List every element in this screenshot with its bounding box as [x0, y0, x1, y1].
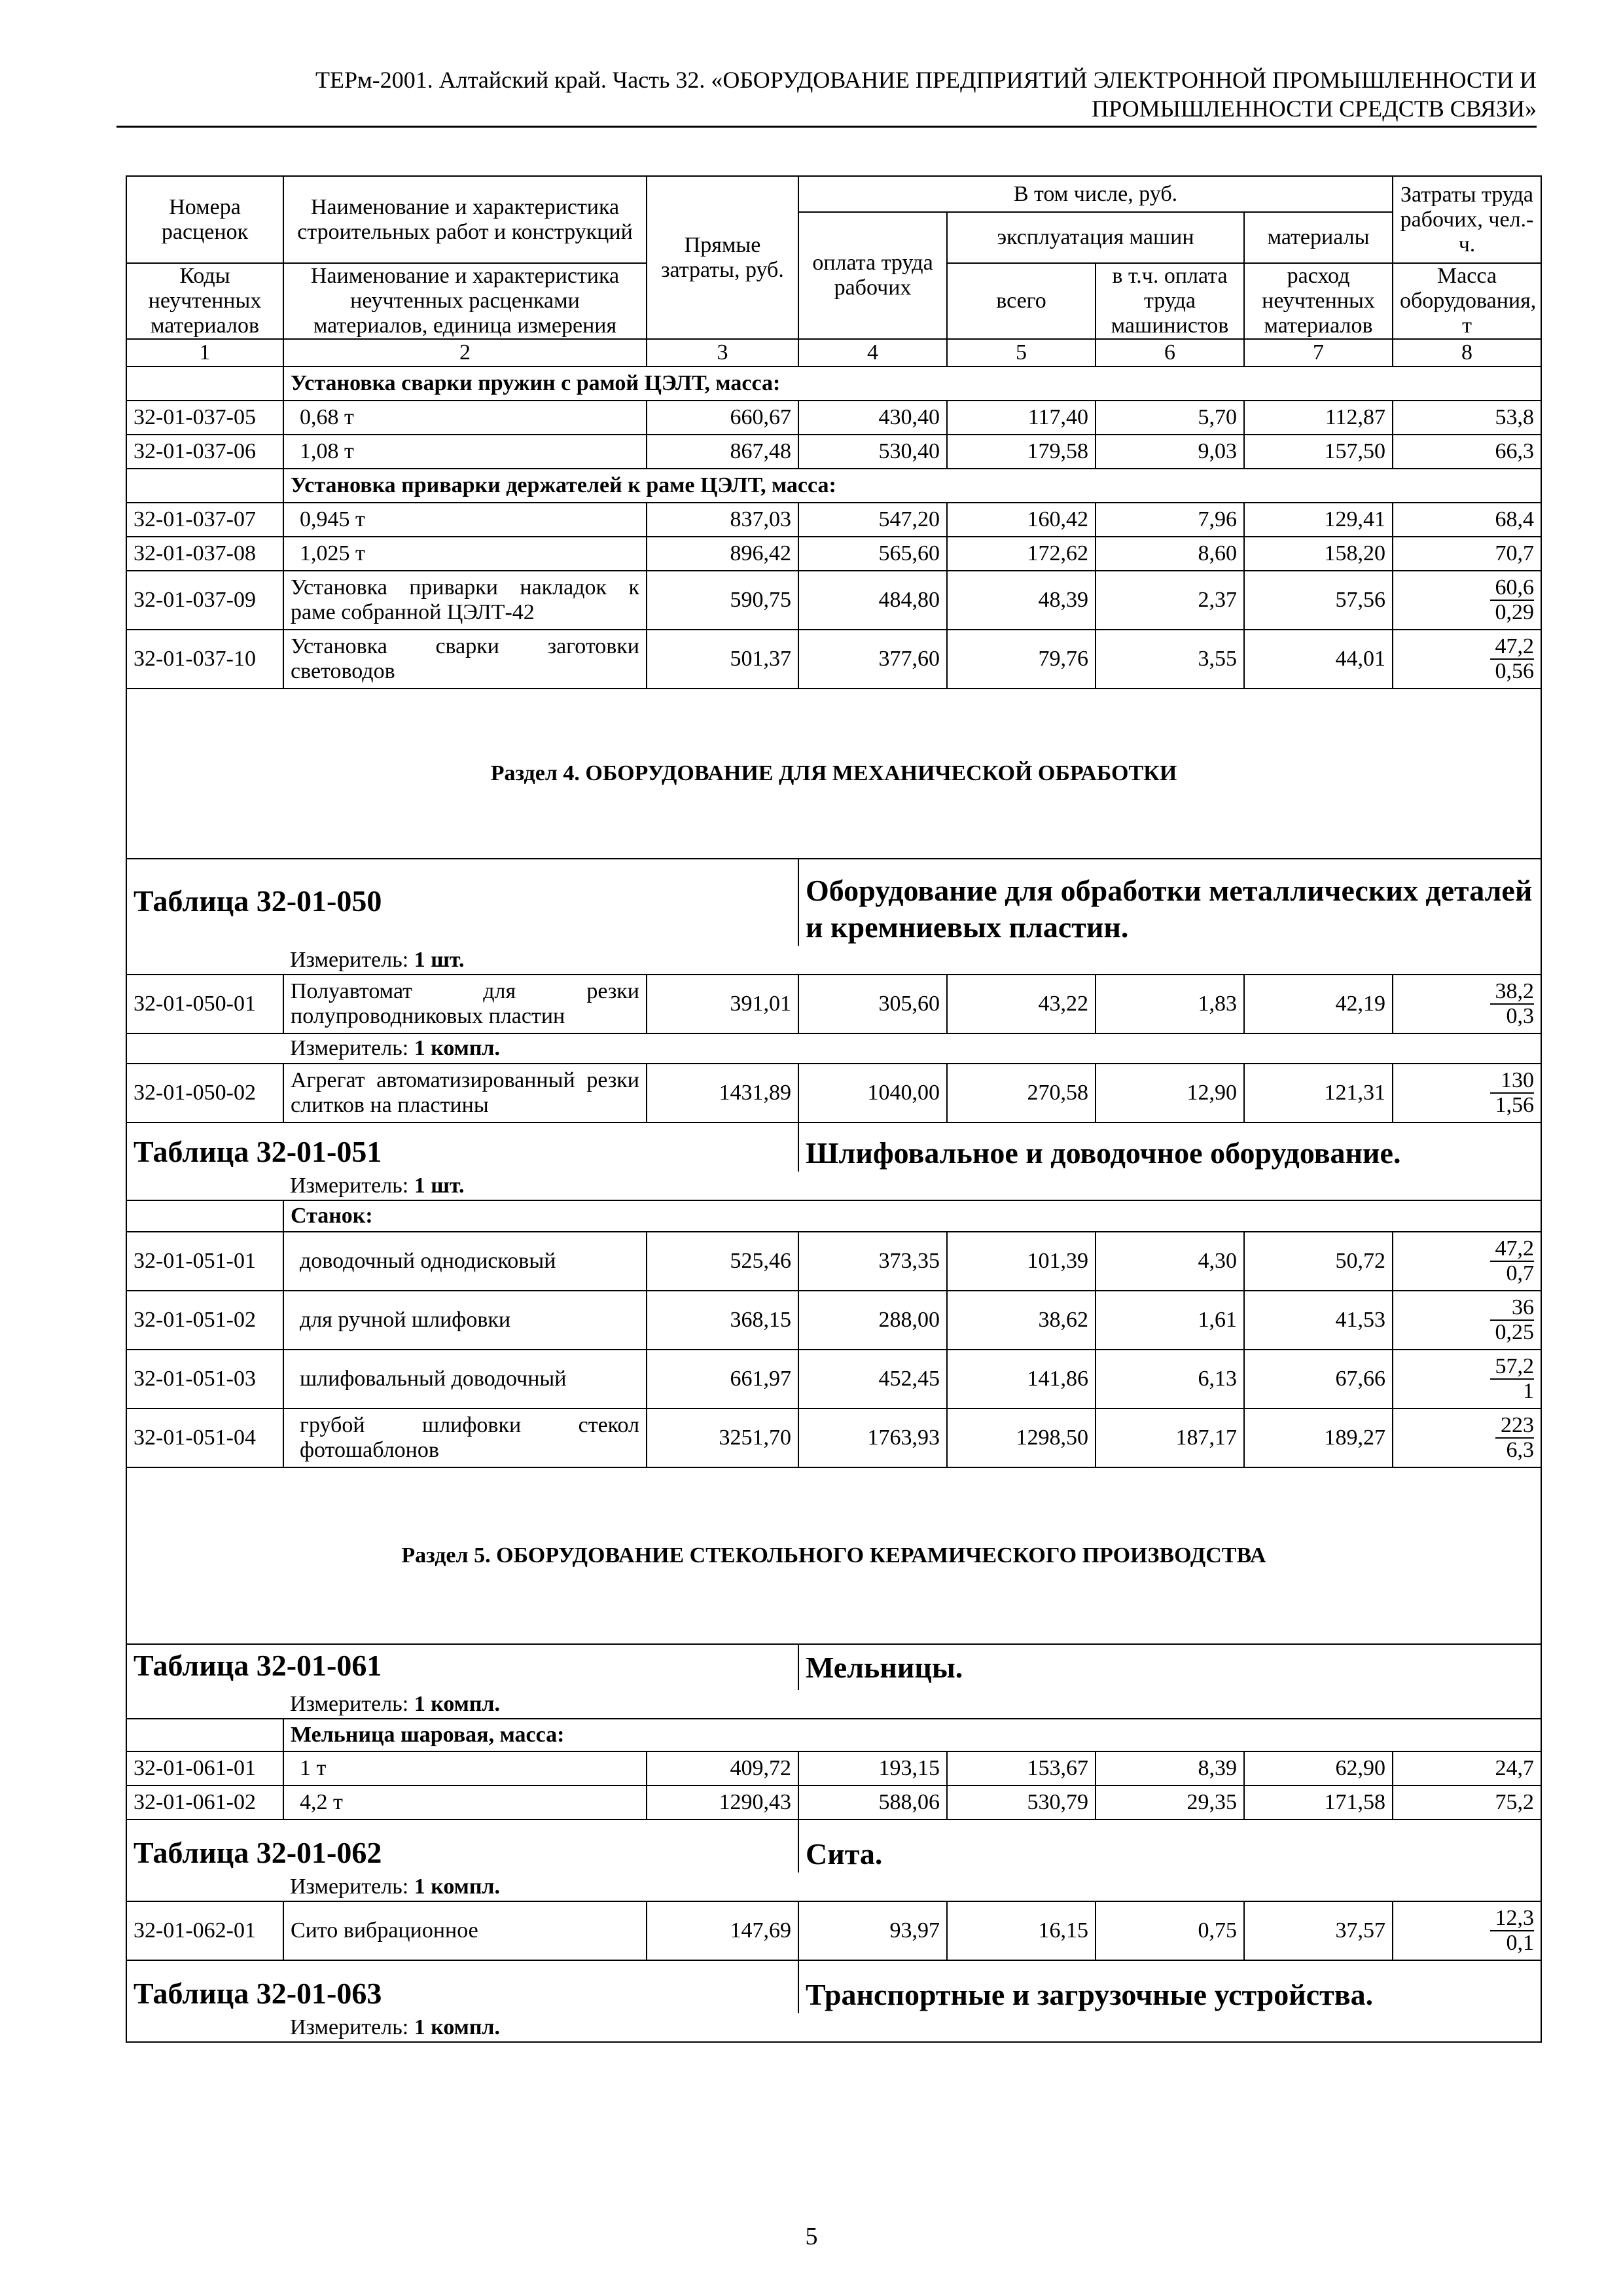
- equipment-mass: 0,7: [1506, 1261, 1534, 1285]
- labor-cost: 305,60: [798, 975, 947, 1033]
- labor-hours: 70,7: [1393, 537, 1541, 571]
- labor-hours: 66,3: [1393, 435, 1541, 469]
- labor-cost: 1040,00: [798, 1064, 947, 1122]
- measure-row: [126, 1690, 1541, 1719]
- subheading-row: [126, 1719, 1541, 1751]
- direct-cost: 409,72: [647, 1751, 798, 1785]
- hours-mass-cell: [1393, 1291, 1541, 1350]
- measure-unit: Измеритель: 1 шт.: [283, 946, 1541, 975]
- labor-cost: 530,40: [798, 435, 947, 469]
- measure-unit: Измеритель: 1 компл.: [283, 1690, 1541, 1719]
- table-row: [126, 401, 1541, 435]
- table-row: [126, 1232, 1541, 1291]
- machine-cost: 101,39: [947, 1232, 1096, 1291]
- section-title: Раздел 5. ОБОРУДОВАНИЕ СТЕКОЛЬНОГО КЕРАМИЧЕСКОГО ПРОИЗВОДСТВА: [126, 1467, 1541, 1644]
- table-row: [126, 537, 1541, 571]
- rate-code: 32-01-037-05: [126, 401, 283, 435]
- labor-hours: 53,8: [1393, 401, 1541, 435]
- price-table: [126, 175, 1542, 2043]
- running-header-line2: ПРОМЫШЛЕННОСТИ СРЕДСТВ СВЯЗИ»: [1092, 96, 1537, 122]
- subheading: Мельница шаровая, масса:: [283, 1719, 1541, 1751]
- labor-cost: 565,60: [798, 537, 947, 571]
- hours-mass-cell: [1393, 630, 1541, 689]
- equipment-mass: 0,1: [1506, 1930, 1534, 1955]
- equipment-mass: 0,29: [1495, 600, 1534, 624]
- head-labor-hours: Затраты труда рабочих, чел.-ч.: [1393, 176, 1541, 263]
- table-description: Транспортные и загрузочные устройства.: [806, 1978, 1374, 2011]
- head-including: В том числе, руб.: [798, 176, 1393, 212]
- hours-mass-cell: [1393, 1901, 1541, 1960]
- material-cost: 129,41: [1244, 503, 1393, 537]
- machinist-cost: 5,70: [1096, 401, 1244, 435]
- direct-cost: 368,15: [647, 1291, 798, 1350]
- rate-name: Установка сварки заготовки световодов: [283, 630, 647, 689]
- measure-unit: Измеритель: 1 компл.: [283, 1033, 1541, 1064]
- measure-unit: Измеритель: 1 шт.: [283, 1172, 1541, 1200]
- head-labor: оплата труда рабочих: [798, 212, 947, 339]
- head-machines: эксплуатация машин: [947, 212, 1244, 263]
- equipment-mass: 0,56: [1495, 658, 1534, 683]
- material-cost: 57,56: [1244, 571, 1393, 630]
- rate-name: 1 т: [283, 1751, 647, 1785]
- machine-cost: 79,76: [947, 630, 1096, 689]
- table-number: Таблица 32-01-061: [134, 1649, 382, 1682]
- hours-mass-cell: [1393, 571, 1541, 630]
- labor-cost: 288,00: [798, 1291, 947, 1350]
- column-number: 4: [798, 339, 947, 367]
- material-cost: 171,58: [1244, 1785, 1393, 1820]
- table-description: Мельницы.: [806, 1650, 963, 1684]
- table-row: [126, 503, 1541, 537]
- table-row: [126, 1408, 1541, 1467]
- column-number: 5: [947, 339, 1096, 367]
- equipment-mass: 0,3: [1506, 1003, 1534, 1028]
- labor-cost: 373,35: [798, 1232, 947, 1291]
- subheading: Установка приварки держателей к раме ЦЭЛТ, масса:: [283, 469, 1541, 503]
- machinist-cost: 6,13: [1096, 1350, 1244, 1408]
- table-title-row: [126, 1122, 1541, 1172]
- table-row: [126, 1751, 1541, 1785]
- direct-cost: 661,97: [647, 1350, 798, 1408]
- material-cost: 157,50: [1244, 435, 1393, 469]
- head-mass: Масса оборудования, т: [1393, 263, 1541, 339]
- labor-hours: 60,6: [1490, 576, 1535, 601]
- rate-code: 32-01-051-04: [126, 1408, 283, 1467]
- head-mach-labor: в т.ч. оплата труда машинистов: [1096, 263, 1244, 339]
- subheading-row: [126, 469, 1541, 503]
- machine-cost: 179,58: [947, 435, 1096, 469]
- table-number: Таблица 32-01-051: [134, 1134, 382, 1168]
- head-mach-total: всего: [947, 263, 1096, 339]
- machine-cost: 270,58: [947, 1064, 1096, 1122]
- running-header: [116, 65, 1537, 123]
- table-row: [126, 571, 1541, 630]
- price-table-frame: [126, 175, 1537, 2043]
- labor-hours: 68,4: [1393, 503, 1541, 537]
- table-row: [126, 975, 1541, 1033]
- head-material-codes: Коды неучтенных материалов: [126, 263, 283, 339]
- labor-hours: 47,2: [1490, 1237, 1535, 1262]
- page-number: 5: [805, 2223, 818, 2250]
- machine-cost: 160,42: [947, 503, 1096, 537]
- table-row: [126, 1785, 1541, 1820]
- labor-cost: 193,15: [798, 1751, 947, 1785]
- machinist-cost: 1,61: [1096, 1291, 1244, 1350]
- rate-name: Установка приварки накладок к раме собранной ЦЭЛТ-42: [283, 571, 647, 630]
- table-description: Сита.: [806, 1837, 883, 1871]
- direct-cost: 391,01: [647, 975, 798, 1033]
- machinist-cost: 12,90: [1096, 1064, 1244, 1122]
- labor-hours: 57,2: [1490, 1355, 1535, 1380]
- column-number-row: [126, 339, 1541, 367]
- rate-code: 32-01-062-01: [126, 1901, 283, 1960]
- hours-mass-cell: [1393, 975, 1541, 1033]
- direct-cost: 1290,43: [647, 1785, 798, 1820]
- direct-cost: 867,48: [647, 435, 798, 469]
- direct-cost: 147,69: [647, 1901, 798, 1960]
- subheading-row: [126, 1200, 1541, 1232]
- machinist-cost: 1,83: [1096, 975, 1244, 1033]
- rate-code: 32-01-037-10: [126, 630, 283, 689]
- direct-cost: 1431,89: [647, 1064, 798, 1122]
- machinist-cost: 0,75: [1096, 1901, 1244, 1960]
- machine-cost: 48,39: [947, 571, 1096, 630]
- rate-code: 32-01-050-01: [126, 975, 283, 1033]
- table-row: [126, 435, 1541, 469]
- subheading-row: [126, 367, 1541, 401]
- header-divider: [116, 126, 1537, 128]
- material-cost: 42,19: [1244, 975, 1393, 1033]
- material-cost: 67,66: [1244, 1350, 1393, 1408]
- labor-cost: 547,20: [798, 503, 947, 537]
- labor-hours: 130: [1490, 1069, 1535, 1094]
- table-row: [126, 630, 1541, 689]
- rate-name: грубой шлифовки стекол фотошаблонов: [283, 1408, 647, 1467]
- machinist-cost: 8,60: [1096, 537, 1244, 571]
- column-number: 1: [126, 339, 283, 367]
- table-row: [126, 1350, 1541, 1408]
- material-cost: 50,72: [1244, 1232, 1393, 1291]
- section-heading-row: [126, 1467, 1541, 1644]
- rate-name: 0,945 т: [283, 503, 647, 537]
- labor-cost: 430,40: [798, 401, 947, 435]
- labor-cost: 588,06: [798, 1785, 947, 1820]
- equipment-mass: 1: [1523, 1378, 1534, 1403]
- rate-name: для ручной шлифовки: [283, 1291, 647, 1350]
- table-description: Оборудование для обработки металлических деталей: [806, 874, 1533, 907]
- column-number: 3: [647, 339, 798, 367]
- labor-hours: 47,2: [1490, 635, 1535, 660]
- machinist-cost: 2,37: [1096, 571, 1244, 630]
- labor-hours: 12,3: [1490, 1907, 1535, 1931]
- direct-cost: 896,42: [647, 537, 798, 571]
- table-row: [126, 1901, 1541, 1960]
- labor-hours: 75,2: [1393, 1785, 1541, 1820]
- head-material-names: Наименование и характеристика неучтенных расценками материалов, единица измерения: [283, 263, 647, 339]
- measure-row: [126, 2013, 1541, 2042]
- column-number: 8: [1393, 339, 1541, 367]
- hours-mass-cell: [1393, 1350, 1541, 1408]
- rate-name: Полуавтомат для резки полупроводниковых пластин: [283, 975, 647, 1033]
- equipment-mass: 0,25: [1495, 1319, 1534, 1344]
- material-cost: 62,90: [1244, 1751, 1393, 1785]
- rate-code: 32-01-061-01: [126, 1751, 283, 1785]
- machine-cost: 38,62: [947, 1291, 1096, 1350]
- measure-row: [126, 946, 1541, 975]
- labor-cost: 377,60: [798, 630, 947, 689]
- equipment-mass: 1,56: [1495, 1092, 1534, 1117]
- material-cost: 189,27: [1244, 1408, 1393, 1467]
- labor-hours: 223: [1495, 1414, 1534, 1439]
- column-number: 2: [283, 339, 647, 367]
- machinist-cost: 4,30: [1096, 1232, 1244, 1291]
- rate-name: 1,08 т: [283, 435, 647, 469]
- head-mat-use: расход неучтенных материалов: [1244, 263, 1393, 339]
- machinist-cost: 3,55: [1096, 630, 1244, 689]
- machine-cost: 141,86: [947, 1350, 1096, 1408]
- machine-cost: 530,79: [947, 1785, 1096, 1820]
- machinist-cost: 29,35: [1096, 1785, 1244, 1820]
- machine-cost: 117,40: [947, 401, 1096, 435]
- rate-name: 1,025 т: [283, 537, 647, 571]
- machinist-cost: 8,39: [1096, 1751, 1244, 1785]
- rate-code: 32-01-061-02: [126, 1785, 283, 1820]
- machinist-cost: 9,03: [1096, 435, 1244, 469]
- labor-cost: 1763,93: [798, 1408, 947, 1467]
- hours-mass-cell: [1393, 1064, 1541, 1122]
- table-row: [126, 1064, 1541, 1122]
- table-number: Таблица 32-01-062: [134, 1835, 382, 1869]
- table-number: Таблица 32-01-050: [134, 884, 382, 918]
- rate-code: 32-01-051-03: [126, 1350, 283, 1408]
- material-cost: 41,53: [1244, 1291, 1393, 1350]
- labor-hours: 24,7: [1393, 1751, 1541, 1785]
- table-row: [126, 1291, 1541, 1350]
- labor-cost: 484,80: [798, 571, 947, 630]
- direct-cost: 590,75: [647, 571, 798, 630]
- rate-code: 32-01-037-08: [126, 537, 283, 571]
- table-title-row: [126, 1960, 1541, 2013]
- direct-cost: 3251,70: [647, 1408, 798, 1467]
- rate-code: 32-01-037-06: [126, 435, 283, 469]
- rate-code: 32-01-037-09: [126, 571, 283, 630]
- section-heading-row: [126, 689, 1541, 859]
- head-direct: Прямые затраты, руб.: [647, 176, 798, 339]
- table-description: Шлифовальное и доводочное оборудование.: [806, 1136, 1401, 1170]
- rate-name: Агрегат автоматизированный резки слитков на пластины: [283, 1064, 647, 1122]
- rate-name: шлифовальный доводочный: [283, 1350, 647, 1408]
- labor-hours: 38,2: [1490, 980, 1535, 1005]
- material-cost: 112,87: [1244, 401, 1393, 435]
- labor-cost: 452,45: [798, 1350, 947, 1408]
- machine-cost: 153,67: [947, 1751, 1096, 1785]
- rate-code: 32-01-051-01: [126, 1232, 283, 1291]
- material-cost: 121,31: [1244, 1064, 1393, 1122]
- material-cost: 44,01: [1244, 630, 1393, 689]
- table-title-row: [126, 859, 1541, 946]
- section-title: Раздел 4. ОБОРУДОВАНИЕ ДЛЯ МЕХАНИЧЕСКОЙ ОБРАБОТКИ: [126, 689, 1541, 859]
- measure-unit: Измеритель: 1 компл.: [283, 2013, 1541, 2042]
- machine-cost: 16,15: [947, 1901, 1096, 1960]
- head-code: Номера расценок: [126, 176, 283, 263]
- direct-cost: 501,37: [647, 630, 798, 689]
- subheading: Установка сварки пружин с рамой ЦЭЛТ, масса:: [283, 367, 1541, 401]
- machinist-cost: 7,96: [1096, 503, 1244, 537]
- table-description: и кремниевых пластин.: [806, 910, 1129, 944]
- direct-cost: 837,03: [647, 503, 798, 537]
- machine-cost: 1298,50: [947, 1408, 1096, 1467]
- direct-cost: 660,67: [647, 401, 798, 435]
- rate-name: Сито вибрационное: [283, 1901, 647, 1960]
- column-number: 6: [1096, 339, 1244, 367]
- rate-code: 32-01-051-02: [126, 1291, 283, 1350]
- head-materials: материалы: [1244, 212, 1393, 263]
- material-cost: 37,57: [1244, 1901, 1393, 1960]
- table-title-row: [126, 1644, 1541, 1690]
- material-cost: 158,20: [1244, 537, 1393, 571]
- measure-row: [126, 1873, 1541, 1901]
- rate-code: 32-01-037-07: [126, 503, 283, 537]
- column-number: 7: [1244, 339, 1393, 367]
- rate-code: 32-01-050-02: [126, 1064, 283, 1122]
- rate-name: 4,2 т: [283, 1785, 647, 1820]
- subheading: Станок:: [283, 1200, 1541, 1232]
- labor-cost: 93,97: [798, 1901, 947, 1960]
- hours-mass-cell: [1393, 1232, 1541, 1291]
- table-number: Таблица 32-01-063: [134, 1976, 382, 2010]
- machinist-cost: 187,17: [1096, 1408, 1244, 1467]
- machine-cost: 172,62: [947, 537, 1096, 571]
- hours-mass-cell: [1393, 1408, 1541, 1467]
- rate-name: доводочный однодисковый: [283, 1232, 647, 1291]
- head-name: Наименование и характеристика строительных работ и конструкций: [283, 176, 647, 263]
- table-title-row: [126, 1820, 1541, 1873]
- direct-cost: 525,46: [647, 1232, 798, 1291]
- measure-row: [126, 1033, 1541, 1064]
- machine-cost: 43,22: [947, 975, 1096, 1033]
- equipment-mass: 6,3: [1506, 1437, 1534, 1462]
- rate-name: 0,68 т: [283, 401, 647, 435]
- running-header-line1: ТЕРм-2001. Алтайский край. Часть 32. «ОБОРУДОВАНИЕ ПРЕДПРИЯТИЙ ЭЛЕКТРОННОЙ ПРОМЫШЛЕННОСТИ И: [315, 67, 1537, 93]
- labor-hours: 36: [1490, 1296, 1535, 1321]
- measure-row: [126, 1172, 1541, 1200]
- measure-unit: Измеритель: 1 компл.: [283, 1873, 1541, 1901]
